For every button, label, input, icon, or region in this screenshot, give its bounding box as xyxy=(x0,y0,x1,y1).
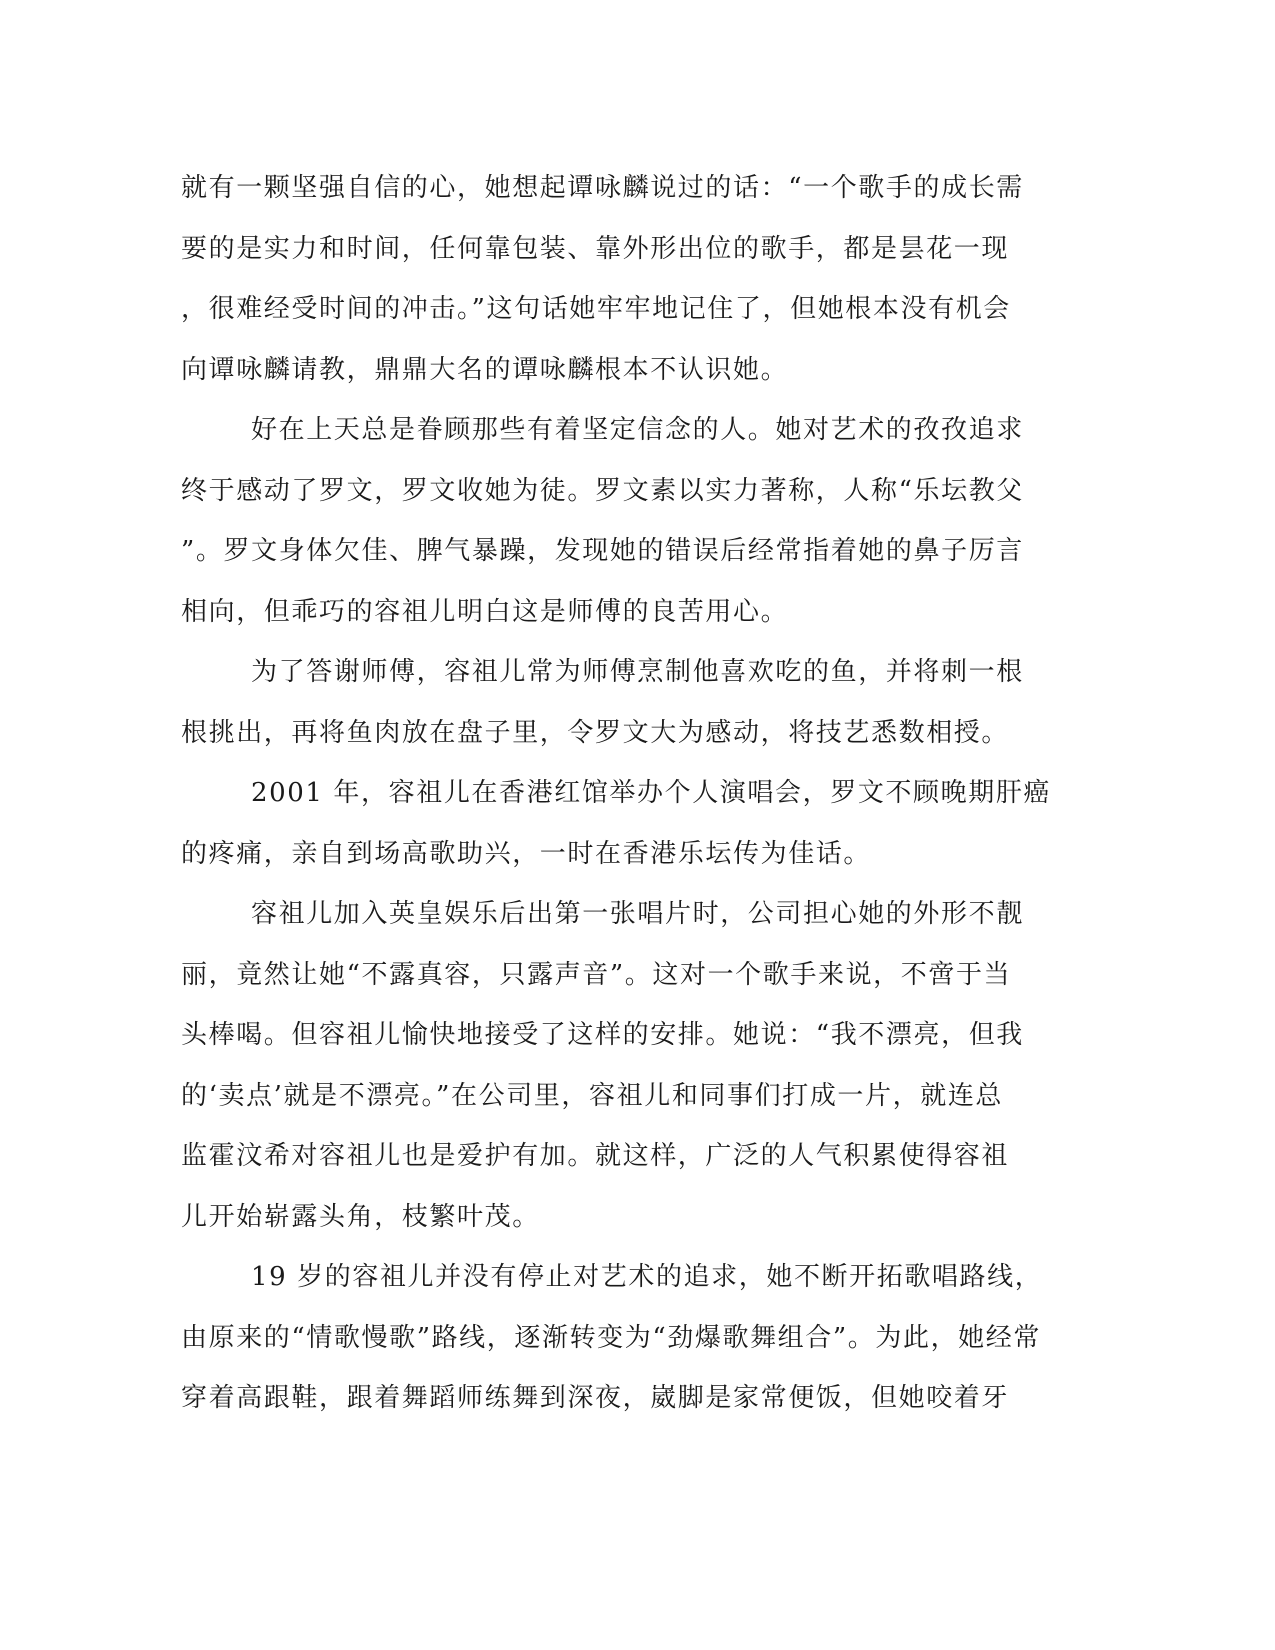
paragraph-first-line: 容祖儿加入英皇娱乐后出第一张唱片时，公司担心她的外形不靓 xyxy=(251,899,1024,929)
text-line: 要的是实力和时间，任何靠包装、靠外形出位的歌手，都是昙花一现 xyxy=(181,233,1010,264)
text-line: 的‘卖点’就是不漂亮。”在公司里，容祖儿和同事们打成一片，就连总 xyxy=(181,1080,1004,1111)
body-text xyxy=(181,158,1052,1429)
text-line: 穿着高跟鞋，跟着舞蹈师练舞到深夜，崴脚是家常便饭，但她咬着牙 xyxy=(181,1383,1010,1413)
text-line: 就有一颗坚强自信的心，她想起谭咏麟说过的话：“一个歌手的成长需 xyxy=(181,173,1024,203)
paragraph-first-line: 好在上天总是眷顾那些有着坚定信念的人。她对艺术的孜孜追求 xyxy=(251,415,1024,445)
text-line: 儿开始崭露头角，枝繁叶茂。 xyxy=(181,1201,540,1232)
text-line: 向谭咏麟请教，鼎鼎大名的谭咏麟根本不认识她。 xyxy=(181,354,789,385)
text-line: ，很难经受时间的冲击。”这句话她牢牢地记住了，但她根本没有机会 xyxy=(181,294,1011,324)
text-line: 终于感动了罗文，罗文收她为徒。罗文素以实力著称，人称“乐坛教父 xyxy=(181,475,1024,506)
text-line: 监霍汶希对容祖儿也是爱护有加。就这样，广泛的人气积累使得容祖 xyxy=(181,1141,1010,1171)
text-line: 头棒喝。但容祖儿愉快地接受了这样的安排。她说：“我不漂亮，但我 xyxy=(181,1020,1024,1050)
text-line: 根挑出，再将鱼肉放在盘子里，令罗文大为感动，将技艺悉数相授。 xyxy=(181,717,1010,748)
paragraph-first-line: 2001 年，容祖儿在香港红馆举办个人演唱会，罗文不顾晚期肝癌 xyxy=(251,778,1052,808)
text-line: 相向，但乖巧的容祖儿明白这是师傅的良苦用心。 xyxy=(181,596,789,627)
text-line: 的疼痛，亲自到场高歌助兴，一时在香港乐坛传为佳话。 xyxy=(181,838,872,869)
paragraph-first-line: 19 岁的容祖儿并没有停止对艺术的追求，她不断开拓歌唱路线， xyxy=(251,1262,1043,1292)
paragraph-first-line: 为了答谢师傅，容祖儿常为师傅烹制他喜欢吃的鱼，并将刺一根 xyxy=(251,657,1024,687)
text-line: 由原来的“情歌慢歌”路线，逐渐转变为“劲爆歌舞组合”。为此，她经常 xyxy=(181,1322,1041,1353)
text-line: 丽，竟然让她“不露真容，只露声音”。这对一个歌手来说，不啻于当 xyxy=(181,959,1012,990)
text-line: ”。罗文身体欠佳、脾气暴躁，发现她的错误后经常指着她的鼻子厉言 xyxy=(181,536,1024,566)
